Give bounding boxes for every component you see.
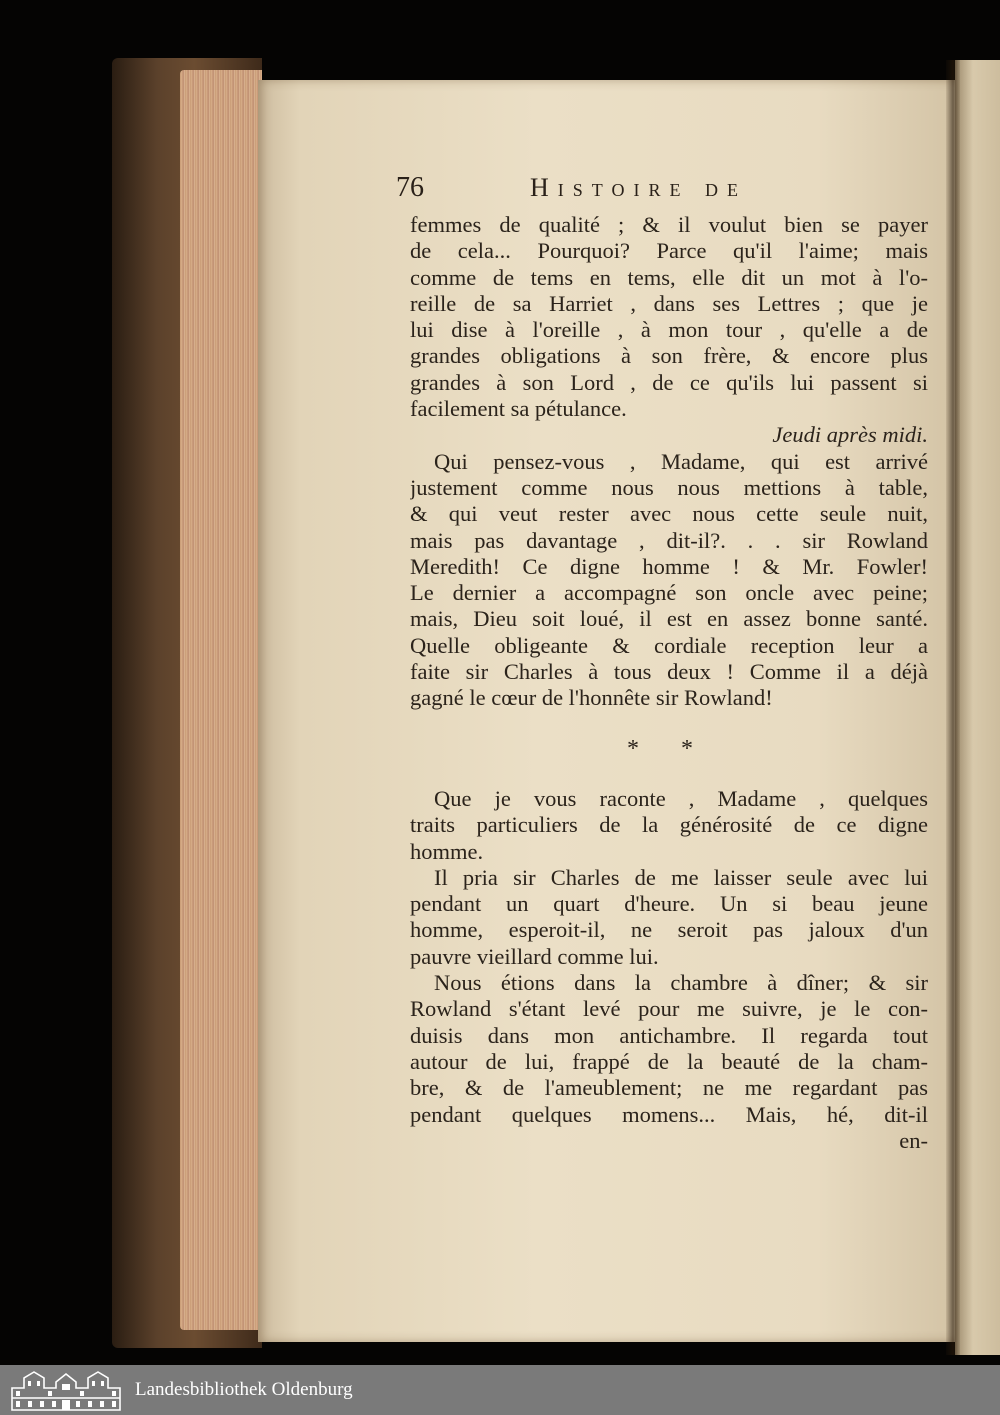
- text-line: mais, Dieu soit loué, il est en assez bonne santé.: [410, 606, 928, 632]
- library-name: Landesbibliothek Oldenburg: [135, 1379, 353, 1400]
- text-line: Qui pensez-vous , Madame, qui est arrivé: [434, 448, 928, 474]
- text-line: lui dise à l'oreille , à mon tour , qu'elle a de: [410, 317, 928, 343]
- line-gap: [410, 762, 928, 786]
- text-line: Meredith! Ce digne homme ! & Mr. Fowler!: [410, 553, 928, 579]
- text-line: Il pria sir Charles de me laisser seule avec lui: [434, 864, 928, 890]
- text-line: & qui veut rester avec nous cette seule nuit,: [410, 501, 928, 527]
- line-gap: [410, 712, 928, 736]
- text-line: bre, & de l'ameublement; ne me regardant pas: [410, 1075, 928, 1101]
- text-line: grandes obligations à son frère, & encore plus: [410, 343, 928, 369]
- text-line: duisis dans mon antichambre. Il regarda tout: [410, 1022, 928, 1048]
- text-line: pendant un quart d'heure. Un si beau jeune: [410, 891, 928, 917]
- text-line: Rowland s'étant levé pour me suivre, je le con-: [410, 996, 928, 1022]
- body-text: [410, 212, 928, 1154]
- page-number: 76: [396, 172, 424, 203]
- text-line: Nous étions dans la chambre à dîner; & sir: [434, 970, 928, 996]
- facing-page-edge: [955, 60, 1000, 1355]
- text-line: autour de lui, frappé de la beauté de la cham-: [410, 1048, 928, 1074]
- text-line: faite sir Charles à tous deux ! Comme il a déjà: [410, 659, 928, 685]
- dateline: Jeudi après midi.: [772, 422, 928, 448]
- text-line: pauvre vieillard comme lui.: [410, 943, 659, 969]
- library-building-logo: [10, 1368, 122, 1412]
- text-line: homme, esperoit-il, ne seroit pas jaloux d'un: [410, 917, 928, 943]
- catchword: en-: [899, 1127, 928, 1153]
- gutter-shadow: [946, 60, 960, 1355]
- text-line: homme.: [410, 838, 484, 864]
- text-line: mais pas davantage , dit-il?. . . sir Rowland: [410, 527, 928, 553]
- text-line: pendant quelques momens... Mais, hé, dit-il: [410, 1101, 928, 1127]
- text-line: justement comme nous nous mettions à table,: [410, 474, 928, 500]
- text-line: grandes à son Lord , de ce qu'ils lui passent si: [410, 369, 928, 395]
- text-line: de cela... Pourquoi? Parce qu'il l'aime; mais: [410, 238, 928, 264]
- footer-bar: [0, 1365, 1000, 1415]
- text-line: femmes de qualité ; & il voulut bien se payer: [410, 212, 928, 237]
- text-line: Le dernier a accompagné son oncle avec peine;: [410, 580, 928, 606]
- text-line: Quelle obligeante & cordiale reception leur a: [410, 632, 928, 658]
- section-break: * *: [627, 735, 711, 762]
- text-line: Que je vous raconte , Madame , quelques: [434, 785, 928, 811]
- text-line: comme de tems en tems, elle dit un mot à l'o-: [410, 264, 928, 290]
- text-line: gagné le cœur de l'honnête sir Rowland!: [410, 685, 773, 711]
- page-edges: [180, 70, 262, 1330]
- running-head: Histoire de: [530, 173, 747, 202]
- text-line: facilement sa pétulance.: [410, 396, 627, 422]
- text-line: reille de sa Harriet , dans ses Lettres ; que je: [410, 290, 928, 316]
- text-line: traits particuliers de la générosité de ce digne: [410, 812, 928, 838]
